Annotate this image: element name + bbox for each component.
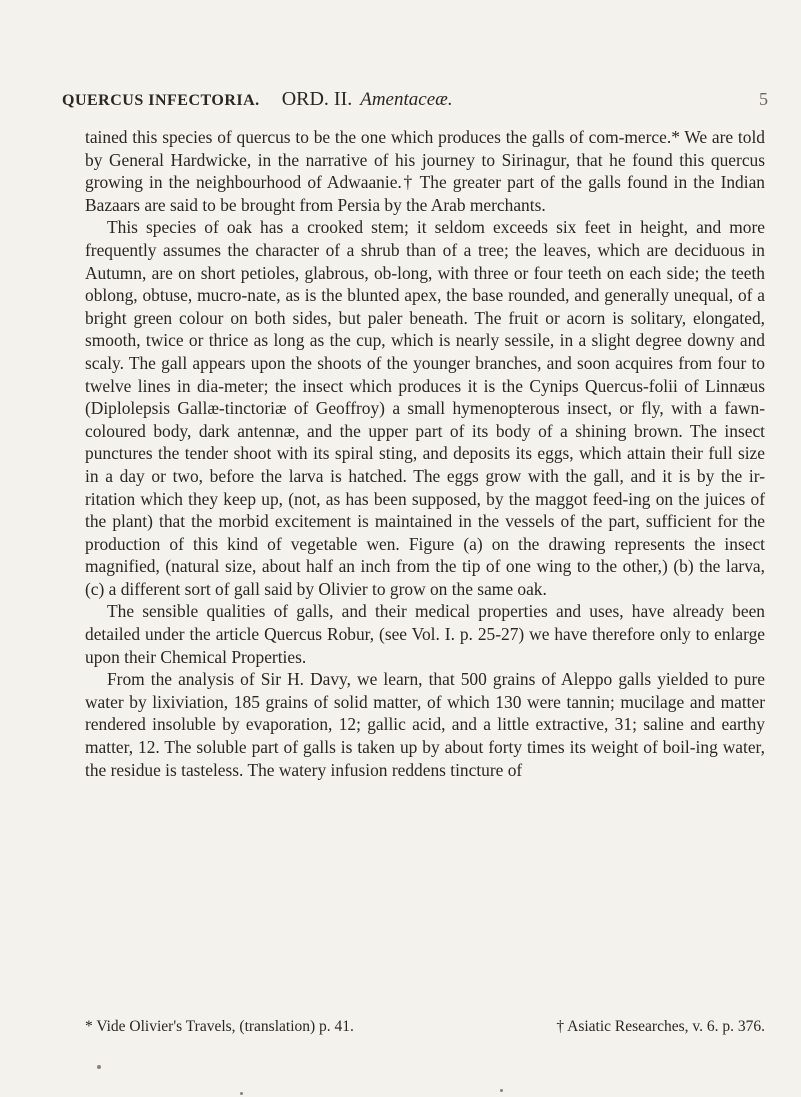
paragraph-properties: The sensible qualities of galls, and their medical properties and uses, have already been detailed under the article Quercus Robur, (see Vol. I. p. 25-27) we have therefore only to enlarge upon their Chemical Properties.: [85, 601, 765, 667]
footnote-olivier: * Vide Olivier's Travels, (translation) p. 41.: [85, 1018, 354, 1035]
running-header: [62, 88, 768, 112]
paper-speck: [97, 1065, 101, 1069]
paragraph-analysis: From the analysis of Sir H. Davy, we learn, that 500 grains of Aleppo galls yielded to pure water by lixiviation, 185 grains of solid matter, of which 130 were tannin; mucilage and matter rendered insoluble by evaporation, 12; gallic acid, and a little extractive, 31; saline and earthy matter, 12. The soluble part of galls is taken up by about forty times its weight of boil-ing water, the residue is tasteless. The watery infusion reddens tincture of: [85, 669, 765, 780]
body-text: [85, 126, 765, 781]
page-number: 5: [759, 89, 768, 109]
paper-speck: [500, 1089, 503, 1092]
paragraph-description: This species of oak has a crooked stem; it seldom exceeds six feet in height, and more frequently assumes the character of a shrub than of a tree; the leaves, which are deciduous in Autumn, are on short petioles, glabrous, ob-long, with three or four teeth on each side; the teeth oblong, obtuse, mucro-nate, as is the blunted apex, the base rounded, and generally unequal, of a bright green colour on both sides, but paler beneath. The fruit or acorn is solitary, elongated, smooth, twice or thrice as long as the cup, which is nearly sessile, in a slight degree downy and scaly. The gall appears upon the shoots of the younger branches, and soon acquires from four to twelve lines in dia-meter; the insect which produces it is the Cynips Quercus-folii of Linnæus (Diplolepsis Gallæ-tinctoriæ of Geoffroy) a small hymenopterous insect, or fly, with a fawn-coloured body, dark antennæ, and the upper part of its body of a shining brown. The insect punctures the tender shoot with its spiral sting, and deposits its eggs, which attain their full size in a day or two, before the larva is hatched. The eggs grow with the gall, and it is by the ir-ritation which they keep up, (not, as has been supposed, by the maggot feed-ing on the juices of the plant) that the morbid excitement is maintained in the vessels of the part, sufficient for the production of this kind of vegetable wen. Figure (a) on the drawing represents the insect magnified, (natural size, about half an inch from the tip of one wing to the other,) (b) the larva, (c) a different sort of gall said by Olivier to grow on the same oak.: [85, 217, 765, 599]
family-label: Amentaceæ.: [360, 89, 453, 110]
running-title: QUERCUS INFECTORIA.: [62, 92, 260, 109]
order-label: ORD. II.: [281, 88, 353, 110]
paper-speck: [240, 1092, 243, 1095]
footnotes: [85, 1017, 765, 1037]
footnote-asiatic: † Asiatic Researches, v. 6. p. 376.: [556, 1018, 765, 1035]
paragraph-continuation: tained this species of quercus to be the one which produces the galls of com-merce.* We are told by General Hardwicke, in the narrative of his journey to Sirinagur, that he found this quercus growing in the neighbourhood of Adwaanie.† The greater part of the galls found in the Indian Bazaars are said to be brought from Persia by the Arab merchants.: [85, 127, 765, 215]
